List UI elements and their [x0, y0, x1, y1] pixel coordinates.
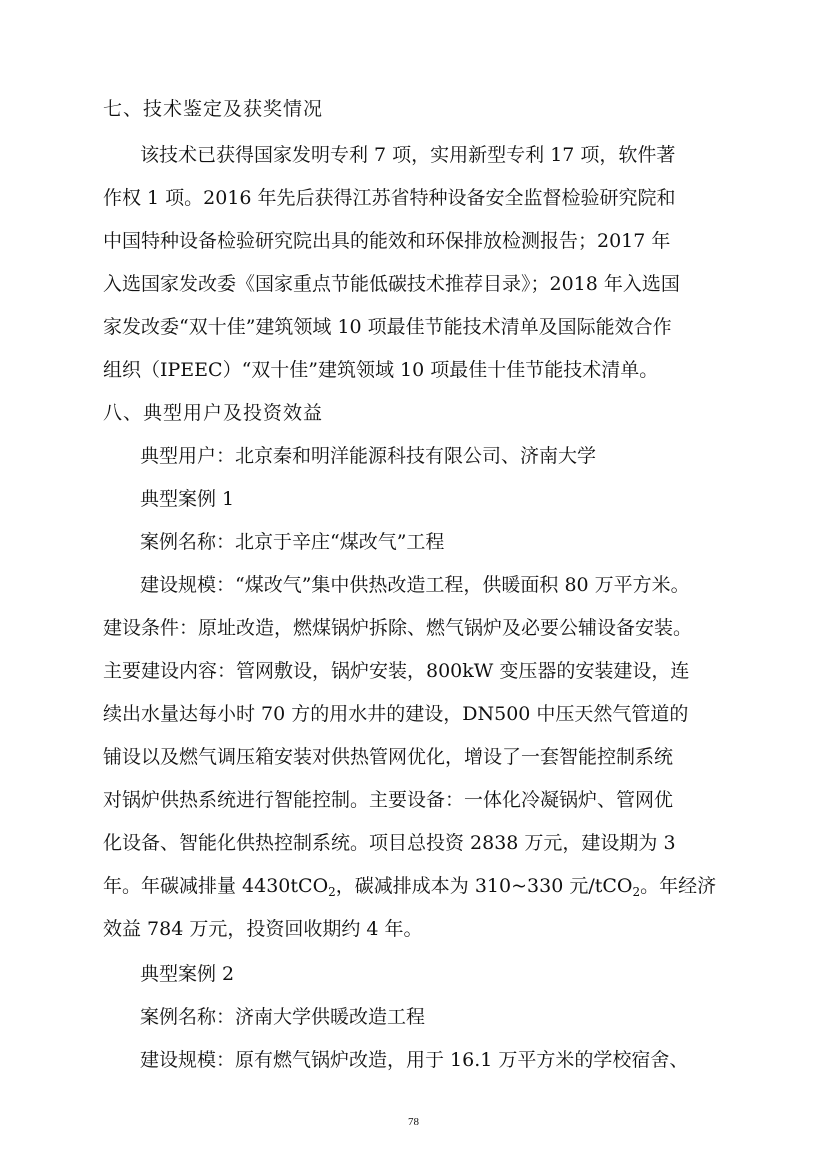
paragraph-line: 中国特种设备检验研究院出具的能效和环保排放检测报告；2017 年 — [103, 230, 671, 252]
case-1-name: 案例名称：北京于辛庄“煤改气”工程 — [140, 531, 445, 553]
page-number: 78 — [408, 1116, 419, 1128]
co2-text-b: ，碳减排成本为 310~330 元/tCO — [335, 875, 633, 897]
paragraph-line: 作权 1 项。2016 年先后获得江苏省特种设备安全监督检验研究院和 — [103, 187, 676, 209]
case-1-title: 典型案例 1 — [140, 488, 235, 510]
co2-text-c: 。年经济 — [640, 875, 717, 897]
case-1-body-line: 主要建设内容：管网敷设，锅炉安装，800kW 变压器的安装建设，连 — [103, 660, 690, 682]
case-1-last-line: 效益 784 万元，投资回收期约 4 年。 — [103, 918, 423, 940]
case-2-scale: 建设规模：原有燃气锅炉改造，用于 16.1 万平方米的学校宿舍、 — [140, 1049, 689, 1071]
paragraph-line: 组织（IPEEC）“双十佳”建筑领域 10 项最佳十佳节能技术清单。 — [103, 359, 659, 381]
case-1-co2-line — [103, 874, 716, 898]
case-1-body-line: 铺设以及燃气调压箱安装对供热管网优化，增设了一套智能控制系统 — [103, 746, 674, 768]
case-1-scale: 建设规模：“煤改气”集中供热改造工程，供暖面积 80 万平方米。 — [140, 574, 690, 596]
case-1-body-line: 建设条件：原址改造，燃煤锅炉拆除、燃气锅炉及必要公辅设备安装。 — [103, 617, 693, 639]
case-2-name: 案例名称：济南大学供暖改造工程 — [140, 1006, 426, 1028]
paragraph-line: 家发改委“双十佳”建筑领域 10 项最佳节能技术清单及国际能效合作 — [103, 316, 672, 338]
paragraph-line: 该技术已获得国家发明专利 7 项，实用新型专利 17 项，软件著 — [140, 144, 676, 166]
co2-text-a: 年。年碳减排量 4430tCO — [103, 875, 329, 897]
typical-users: 典型用户：北京秦和明洋能源科技有限公司、济南大学 — [140, 445, 597, 467]
co2-subscript: 2 — [328, 885, 336, 899]
case-1-body-line: 对锅炉供热系统进行智能控制。主要设备：一体化冷凝锅炉、管网优 — [103, 789, 674, 811]
paragraph-line: 入选国家发改委《国家重点节能低碳技术推荐目录》；2018 年入选国 — [103, 273, 680, 295]
section-8-heading: 八、典型用户及投资效益 — [103, 402, 324, 424]
section-7-heading: 七、技术鉴定及获奖情况 — [103, 98, 324, 120]
co2-subscript: 2 — [632, 885, 641, 899]
case-1-body-line: 续出水量达每小时 70 方的用水井的建设，DN500 中压天然气管道的 — [103, 703, 689, 725]
case-1-body-line: 化设备、智能化供热控制系统。项目总投资 2838 万元，建设期为 3 — [103, 832, 676, 854]
case-2-title: 典型案例 2 — [140, 963, 235, 985]
